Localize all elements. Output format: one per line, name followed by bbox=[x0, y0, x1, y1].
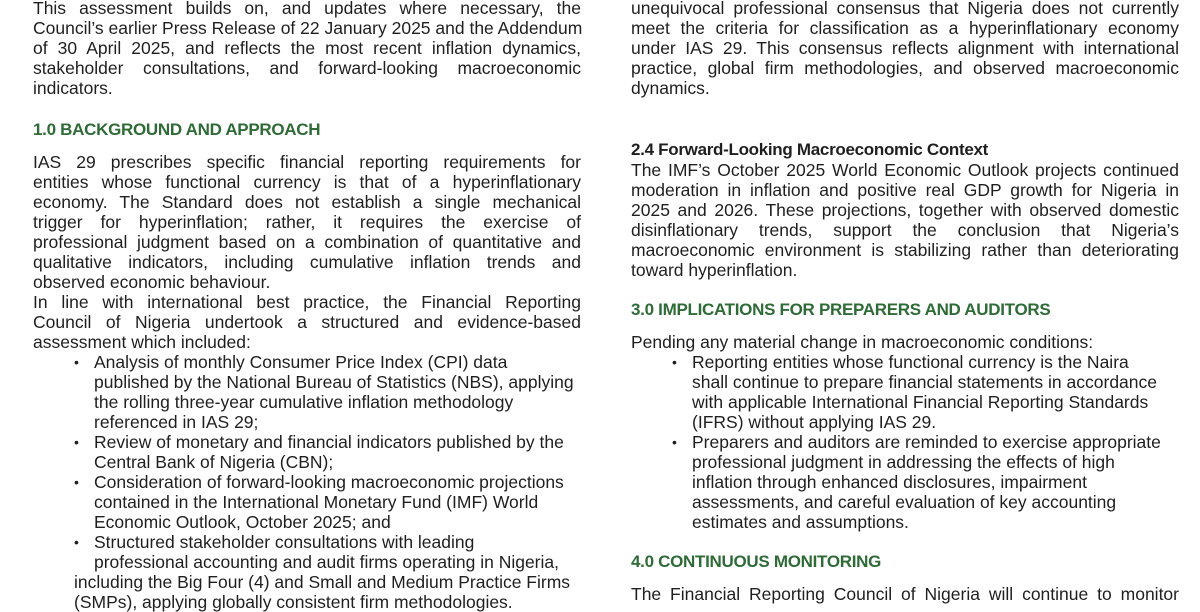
bullet-line: including the Big Four (4) and Small and Medium Practice Firms bbox=[74, 572, 571, 592]
paragraph-line: professional judgment based on a combination of quantitative and bbox=[33, 232, 581, 252]
bullet-line: professional judgment in addressing the effects of high bbox=[692, 452, 1115, 472]
intro-line: indicators. bbox=[33, 78, 113, 98]
intro-line: unequivocal professional consensus that Nigeria does not currently bbox=[631, 0, 1179, 18]
paragraph-line: economy. The Standard does not establish a single mechanical bbox=[33, 192, 581, 212]
bullet-line: referenced in IAS 29; bbox=[94, 412, 259, 432]
bullet-line: published by the National Bureau of Statistics (NBS), applying bbox=[94, 372, 574, 392]
section-heading-background: 1.0 BACKGROUND AND APPROACH bbox=[33, 120, 321, 139]
paragraph-line: entities whose functional currency is that of a hyperinflationary bbox=[33, 172, 581, 192]
bullet-marker: • bbox=[74, 534, 79, 550]
paragraph-line: observed economic behaviour. bbox=[33, 272, 271, 292]
intro-line: This assessment builds on, and updates where necessary, the bbox=[33, 0, 581, 18]
bullet-line: (IFRS) without applying IAS 29. bbox=[692, 412, 937, 432]
bullet-line: assessments, and careful evaluation of key accounting bbox=[692, 492, 1117, 512]
paragraph-line: IAS 29 prescribes specific financial reporting requirements for bbox=[33, 152, 581, 172]
paragraph-line: In line with international best practice, the Financial Reporting bbox=[33, 292, 581, 312]
paragraph-line: 2025 and 2026. These projections, together with observed domestic bbox=[631, 200, 1179, 220]
paragraph-line: The Financial Reporting Council of Nigeria will continue to monitor bbox=[631, 584, 1179, 604]
bullet-line: Central Bank of Nigeria (CBN); bbox=[94, 452, 334, 472]
bullet-marker: • bbox=[74, 434, 79, 450]
bullet-line: with applicable International Financial Reporting Standards bbox=[692, 392, 1149, 412]
bullet-line: Review of monetary and financial indicators published by the bbox=[94, 432, 564, 452]
bullet-line: contained in the International Monetary Fund (IMF) World bbox=[94, 492, 539, 512]
section-heading-implications: 3.0 IMPLICATIONS FOR PREPARERS AND AUDITORS bbox=[631, 300, 1051, 319]
intro-line: stakeholder consultations, and forward-looking macroeconomic bbox=[33, 58, 581, 78]
section-heading-monitoring: 4.0 CONTINUOUS MONITORING bbox=[631, 552, 882, 571]
bullet-line: Consideration of forward-looking macroeconomic projections bbox=[94, 472, 564, 492]
bullet-line: Analysis of monthly Consumer Price Index (CPI) data bbox=[94, 352, 508, 372]
paragraph-line: Council of Nigeria undertook a structured and evidence-based bbox=[33, 312, 581, 332]
intro-line: meet the criteria for classification as a hyperinflationary economy bbox=[631, 18, 1179, 38]
bullet-marker: • bbox=[672, 434, 677, 450]
bullet-line: professional accounting and audit firms operating in Nigeria, bbox=[94, 552, 559, 572]
paragraph-line: macroeconomic environment is stabilizing rather than deteriorating bbox=[631, 240, 1179, 260]
paragraph-line: Pending any material change in macroeconomic conditions: bbox=[631, 332, 1094, 352]
bullet-line: the rolling three-year cumulative inflation methodology bbox=[94, 392, 514, 412]
intro-line: of 30 April 2025, and reflects the most recent inflation dynamics, bbox=[33, 38, 581, 58]
bullet-line: Reporting entities whose functional currency is the Naira bbox=[692, 352, 1129, 372]
bullet-line: inflation through enhanced disclosures, impairment bbox=[692, 472, 1087, 492]
intro-line: dynamics. bbox=[631, 78, 710, 98]
paragraph-line: The IMF’s October 2025 World Economic Outlook projects continued bbox=[631, 160, 1179, 180]
intro-line: under IAS 29. This consensus reflects alignment with international bbox=[631, 38, 1179, 58]
paragraph-line: assessment which included: bbox=[33, 332, 251, 352]
paragraph-line: disinflationary trends, support the conclusion that Nigeria’s bbox=[631, 220, 1179, 240]
bullet-marker: • bbox=[74, 474, 79, 490]
bullet-line: estimates and assumptions. bbox=[692, 512, 909, 532]
intro-line: practice, global firm methodologies, and observed macroeconomic bbox=[631, 58, 1179, 78]
intro-line: Council’s earlier Press Release of 22 January 2025 and the Addendum bbox=[33, 18, 583, 38]
paragraph-line: moderation in inflation and positive real GDP growth for Nigeria in bbox=[631, 180, 1179, 200]
paragraph-line: qualitative indicators, including cumulative inflation trends and bbox=[33, 252, 581, 272]
subsection-heading: 2.4 Forward-Looking Macroeconomic Context bbox=[631, 140, 989, 159]
bullet-marker: • bbox=[672, 354, 677, 370]
bullet-line: (SMPs), applying globally consistent firm methodologies. bbox=[74, 592, 513, 612]
bullet-marker: • bbox=[74, 354, 79, 370]
bullet-line: Structured stakeholder consultations with leading bbox=[94, 532, 475, 552]
paragraph-line: toward hyperinflation. bbox=[631, 260, 798, 280]
bullet-line: shall continue to prepare financial statements in accordance bbox=[692, 372, 1157, 392]
bullet-line: Preparers and auditors are reminded to exercise appropriate bbox=[692, 432, 1161, 452]
bullet-line: Economic Outlook, October 2025; and bbox=[94, 512, 391, 532]
paragraph-line: trigger for hyperinflation; rather, it requires the exercise of bbox=[33, 212, 581, 232]
